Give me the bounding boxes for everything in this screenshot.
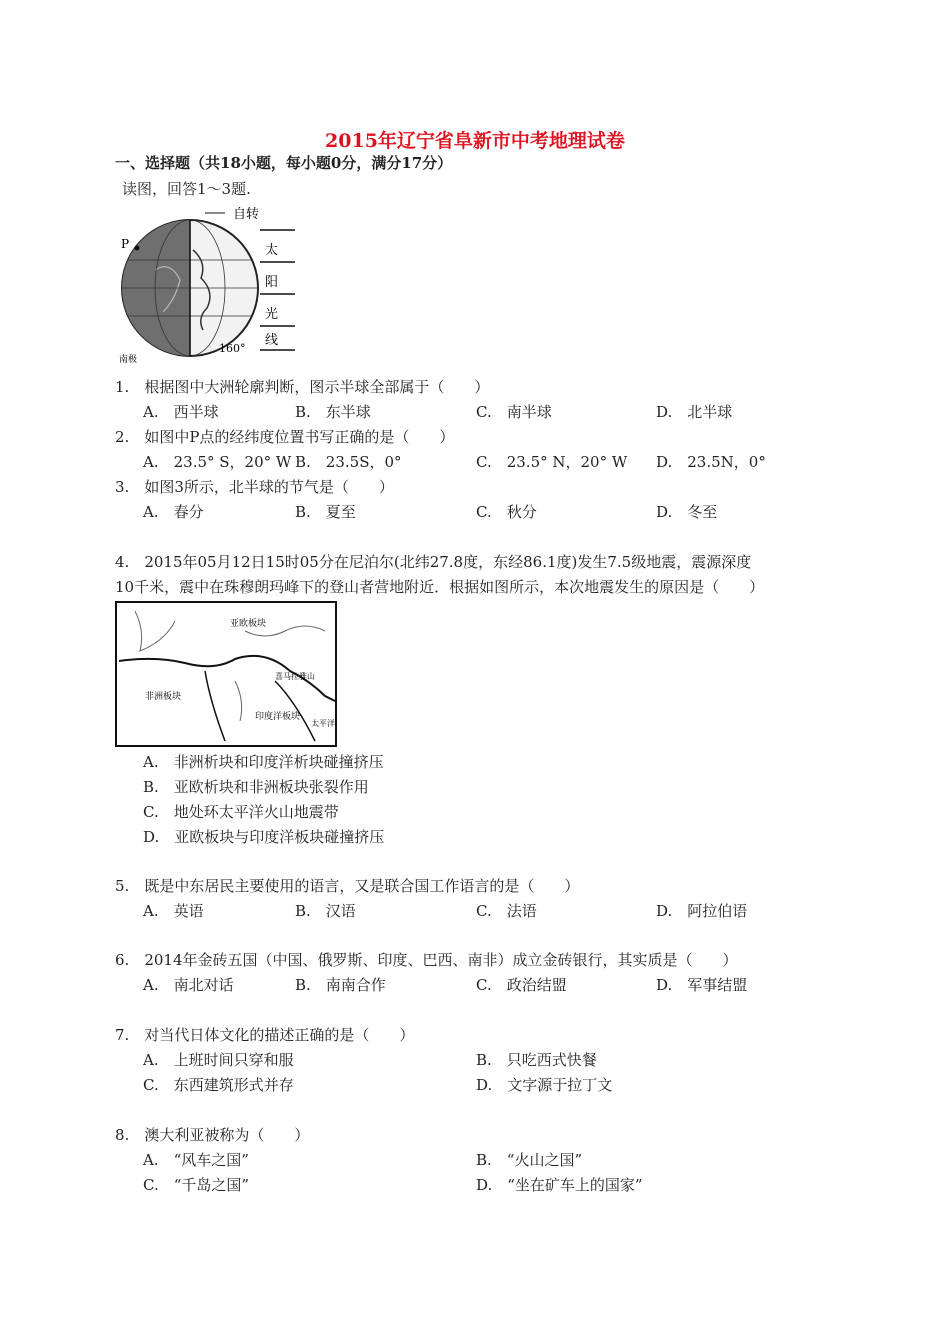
globe-figure (115, 200, 295, 365)
q8-option-a[interactable]: A. “风车之国” (143, 1151, 249, 1169)
q8-option-b[interactable]: B. “火山之国” (476, 1151, 583, 1169)
q6-option-c[interactable]: C. 政治结盟 (476, 976, 567, 994)
q3-option-b[interactable]: B. 夏至 (295, 503, 356, 521)
q3-option-a[interactable]: A. 春分 (143, 503, 204, 521)
q5-option-b[interactable]: B. 汉语 (295, 902, 356, 920)
q4-option-b[interactable]: B. 亚欧析块和非洲板块张裂作用 (143, 778, 369, 796)
question-3: 3. 如图3所示，北半球的节气是（ ） (115, 478, 394, 496)
q3-option-d[interactable]: D. 冬至 (656, 503, 718, 521)
q8-option-c[interactable]: C. “千岛之国” (143, 1176, 250, 1194)
q1-option-d[interactable]: D. 北半球 (656, 403, 733, 421)
sun-label-4: 线 (265, 333, 279, 348)
question-4-cont: 10千米，震中在珠穆朗玛峰下的登山者营地附近．根据如图所示，本次地震发生的原因是（ ） (115, 578, 765, 596)
globe-label-southpole: 南极 (119, 355, 138, 365)
sun-label-1: 太 (265, 243, 279, 258)
q5-option-d[interactable]: D. 阿拉伯语 (656, 902, 748, 920)
question-5: 5. 既是中东居民主要使用的语言，又是联合国工作语言的是（ ） (115, 877, 580, 895)
q1-option-c[interactable]: C. 南半球 (476, 403, 552, 421)
question-4: 4. 2015年05月12日15时05分在尼泊尔(北纬27.8度，东经86.1度)发生7.5级地震，震源深度 (115, 553, 752, 571)
q5-option-a[interactable]: A. 英语 (143, 902, 204, 920)
map-label-pacific: 太平洋 (311, 719, 335, 728)
section-heading: 一、选择题（共18小题，每小题0分，满分17分） (115, 154, 453, 172)
q1-option-a[interactable]: A. 西半球 (143, 403, 219, 421)
question-2: 2. 如图中P点的经纬度位置书写正确的是（ ） (115, 428, 455, 446)
q4-option-d[interactable]: D. 亚欧板块与印度洋板块碰撞挤压 (143, 828, 385, 846)
sun-label-2: 阳 (265, 275, 279, 290)
map-label-african: 非洲板块 (145, 692, 182, 702)
question-7: 7. 对当代日体文化的描述正确的是（ ） (115, 1026, 415, 1044)
q8-option-d[interactable]: D. “坐在矿车上的国家” (476, 1176, 643, 1194)
q5-option-c[interactable]: C. 法语 (476, 902, 537, 920)
q2-option-a[interactable]: A. 23.5° S，20° W (143, 453, 292, 471)
sun-label-3: 光 (265, 307, 279, 322)
map-label-himalaya: 喜马拉雅山 (275, 672, 315, 681)
question-1: 1. 根据图中大洲轮廓判断，图示半球全部属于（ ） (115, 378, 490, 396)
q4-option-c[interactable]: C. 地处环太平洋火山地震带 (143, 803, 339, 821)
q6-option-d[interactable]: D. 军事结盟 (656, 976, 748, 994)
exam-title: 2015年辽宁省阜新市中考地理试卷 (325, 130, 625, 152)
q1-option-b[interactable]: B. 东半球 (295, 403, 371, 421)
q2-option-c[interactable]: C. 23.5° N，20° W (476, 453, 628, 471)
intro-text: 读图，回答1～3题. (122, 180, 251, 198)
q2-option-b[interactable]: B. 23.5S，0° (295, 453, 402, 471)
globe-label-160: 160° (219, 342, 246, 355)
q2-option-d[interactable]: D. 23.5N，0° (656, 453, 766, 471)
q6-option-a[interactable]: A. 南北对话 (143, 976, 234, 994)
globe-label-rotation: 自转 (233, 207, 260, 222)
q7-option-d[interactable]: D. 文字源于拉丁文 (476, 1076, 613, 1094)
q7-option-a[interactable]: A. 上班时间只穿和服 (143, 1051, 294, 1069)
plates-map-figure (115, 601, 337, 747)
map-label-indian: 印度洋板块 (255, 712, 301, 722)
q6-option-b[interactable]: B. 南南合作 (295, 976, 386, 994)
q7-option-b[interactable]: B. 只吃西式快餐 (476, 1051, 597, 1069)
question-6: 6. 2014年金砖五国（中国、俄罗斯、印度、巴西、南非）成立金砖银行，其实质是（ ） (115, 951, 738, 969)
map-label-eurasian: 亚欧板块 (230, 619, 267, 629)
globe-label-P: P (121, 237, 130, 251)
q7-option-c[interactable]: C. 东西建筑形式并存 (143, 1076, 294, 1094)
q3-option-c[interactable]: C. 秋分 (476, 503, 537, 521)
q4-option-a[interactable]: A. 非洲析块和印度洋析块碰撞挤压 (143, 753, 384, 771)
question-8: 8. 澳大利亚被称为（ ） (115, 1126, 310, 1144)
